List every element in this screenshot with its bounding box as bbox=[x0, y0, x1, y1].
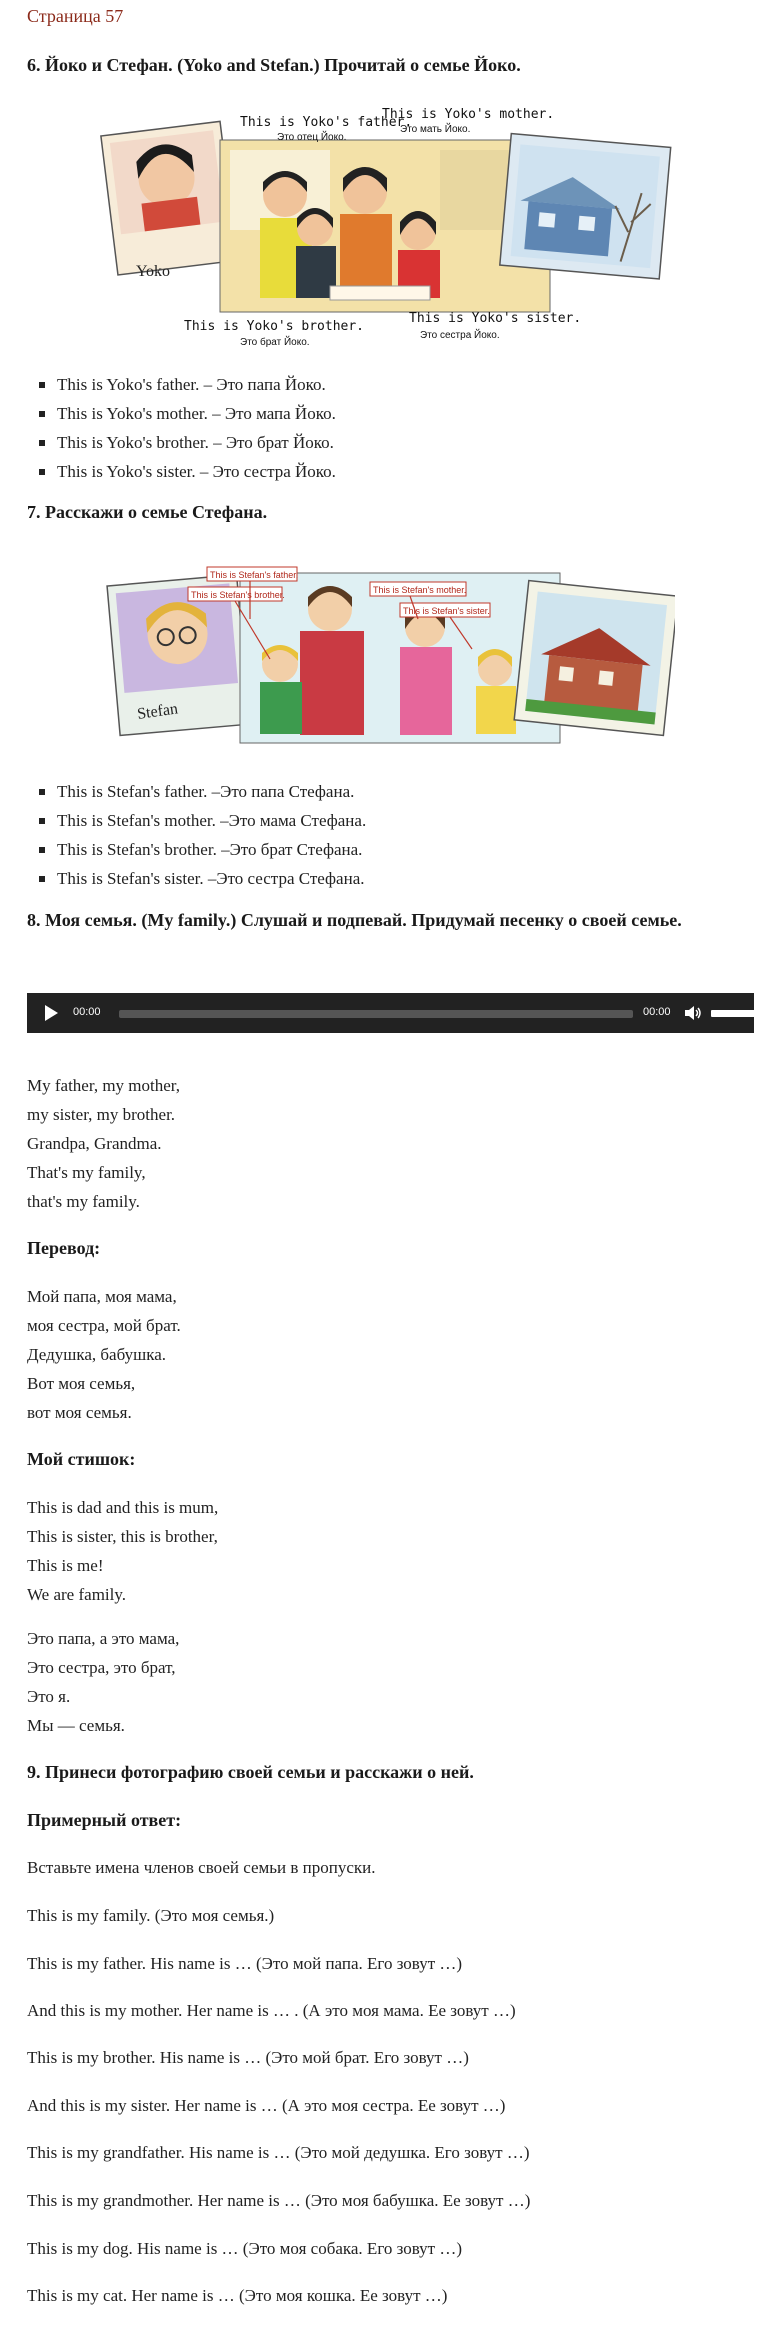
yoko-sentence-list bbox=[27, 370, 336, 486]
poem-line: Это я. bbox=[27, 1687, 71, 1706]
exercise-9-title: 9. Принеси фотографию своей семьи и расскажи о ней. bbox=[27, 1762, 474, 1782]
yoko-family-illustration bbox=[100, 100, 675, 352]
answer-heading: Примерный ответ: bbox=[27, 1810, 182, 1830]
lyric-line: Grandpa, Grandma. bbox=[27, 1134, 162, 1153]
list-item: This is Yoko's mother. – Это мапа Йоко. bbox=[27, 399, 336, 428]
translation-line: Вот моя семья, bbox=[27, 1374, 136, 1393]
label-yoko-brother-ru: Это брат Йоко. bbox=[240, 337, 310, 348]
label-yoko-sister-ru: Это сестра Йоко. bbox=[420, 330, 500, 341]
label-stefan-father: This is Stefan's father. bbox=[210, 570, 299, 580]
volume-slider[interactable] bbox=[711, 1010, 759, 1017]
poem-line: This is sister, this is brother, bbox=[27, 1527, 218, 1546]
answer-line: This is my father. His name is … (Это мой папа. Его зовут …) bbox=[27, 1954, 463, 1973]
label-yoko-father: This is Yoko's father. bbox=[240, 115, 413, 130]
stefan-name-label: Stefan bbox=[136, 700, 180, 723]
label-yoko-mother-ru: Это мать Йоко. bbox=[400, 124, 471, 135]
poem-line: We are family. bbox=[27, 1585, 127, 1604]
stefan-sentence-list bbox=[27, 777, 366, 893]
poem-line: This is me! bbox=[27, 1556, 104, 1575]
play-icon[interactable] bbox=[45, 1005, 58, 1021]
poem-line: This is dad and this is mum, bbox=[27, 1498, 219, 1517]
list-item: This is Yoko's brother. – Это брат Йоко. bbox=[27, 428, 336, 457]
label-yoko-mother: This is Yoko's mother. bbox=[382, 107, 555, 122]
label-stefan-mother: This is Stefan's mother. bbox=[373, 585, 467, 595]
translation-line: моя сестра, мой брат. bbox=[27, 1316, 181, 1335]
list-item: This is Stefan's father. –Это папа Стефана. bbox=[27, 777, 366, 806]
answer-line: This is my cat. Her name is … (Это моя кошка. Ее зовут …) bbox=[27, 2286, 448, 2305]
lyric-line: My father, my mother, bbox=[27, 1076, 181, 1095]
answer-line: Вставьте имена членов своей семьи в пропуски. bbox=[27, 1858, 376, 1877]
answer-line: And this is my mother. Her name is … . (А это моя мама. Ее зовут …) bbox=[27, 2001, 516, 2020]
audio-player bbox=[27, 993, 754, 1033]
label-yoko-father-ru: Это отец Йоко. bbox=[277, 132, 347, 143]
duration-time: 00:00 bbox=[643, 1006, 671, 1018]
lyric-line: my sister, my brother. bbox=[27, 1105, 176, 1124]
exercise-6-title: 6. Йоко и Стефан. (Yoko and Stefan.) Прочитай о семье Йоко. bbox=[27, 55, 521, 75]
volume-icon[interactable] bbox=[684, 1004, 702, 1022]
label-yoko-brother: This is Yoko's brother. bbox=[184, 319, 365, 334]
list-item: This is Stefan's mother. –Это мама Стефана. bbox=[27, 806, 366, 835]
exercise-8-title: 8. Моя семья. (My family.) Слушай и подпевай. Придумай песенку о своей семье. bbox=[27, 910, 682, 930]
stefan-family-illustration bbox=[100, 549, 675, 749]
translation-line: Мой папа, моя мама, bbox=[27, 1287, 177, 1306]
label-yoko-sister: This is Yoko's sister. bbox=[409, 311, 582, 326]
answer-line: This is my grandfather. His name is … (Это мой дедушка. Его зовут …) bbox=[27, 2143, 530, 2162]
page-number-link[interactable]: Страница 57 bbox=[27, 6, 124, 26]
list-item: This is Yoko's father. – Это папа Йоко. bbox=[27, 370, 336, 399]
label-stefan-brother: This is Stefan's brother. bbox=[191, 590, 285, 600]
answer-line: This is my family. (Это моя семья.) bbox=[27, 1906, 275, 1925]
song-translation bbox=[27, 1282, 181, 1427]
poem-line: Это сестра, это брат, bbox=[27, 1658, 176, 1677]
current-time: 00:00 bbox=[73, 1006, 101, 1018]
poem-heading: Мой стишок: bbox=[27, 1449, 136, 1469]
label-stefan-sister: This is Stefan's sister. bbox=[403, 606, 490, 616]
yoko-name-label: Yoko bbox=[136, 263, 170, 280]
lyric-line: That's my family, bbox=[27, 1163, 146, 1182]
list-item: This is Stefan's sister. –Это сестра Стефана. bbox=[27, 864, 366, 893]
translation-line: вот моя семья. bbox=[27, 1403, 132, 1422]
exercise-7-title: 7. Расскажи о семье Стефана. bbox=[27, 502, 268, 522]
answer-line: This is my brother. His name is … (Это мой брат. Его зовут …) bbox=[27, 2048, 469, 2067]
poem-russian bbox=[27, 1624, 179, 1740]
poem-line: Это папа, а это мама, bbox=[27, 1629, 180, 1648]
list-item: This is Yoko's sister. – Это сестра Йоко. bbox=[27, 457, 336, 486]
poem-english bbox=[27, 1493, 218, 1609]
answer-line: And this is my sister. Her name is … (А это моя сестра. Ее зовут …) bbox=[27, 2096, 506, 2115]
answer-line: This is my grandmother. Her name is … (Это моя бабушка. Ее зовут …) bbox=[27, 2191, 531, 2210]
song-lyrics bbox=[27, 1071, 180, 1216]
translation-line: Дедушка, бабушка. bbox=[27, 1345, 166, 1364]
poem-line: Мы — семья. bbox=[27, 1716, 125, 1735]
list-item: This is Stefan's brother. –Это брат Стефана. bbox=[27, 835, 366, 864]
answer-line: This is my dog. His name is … (Это моя собака. Его зовут …) bbox=[27, 2239, 463, 2258]
lyric-line: that's my family. bbox=[27, 1192, 140, 1211]
translation-heading: Перевод: bbox=[27, 1238, 101, 1258]
seek-bar[interactable] bbox=[119, 1010, 633, 1018]
